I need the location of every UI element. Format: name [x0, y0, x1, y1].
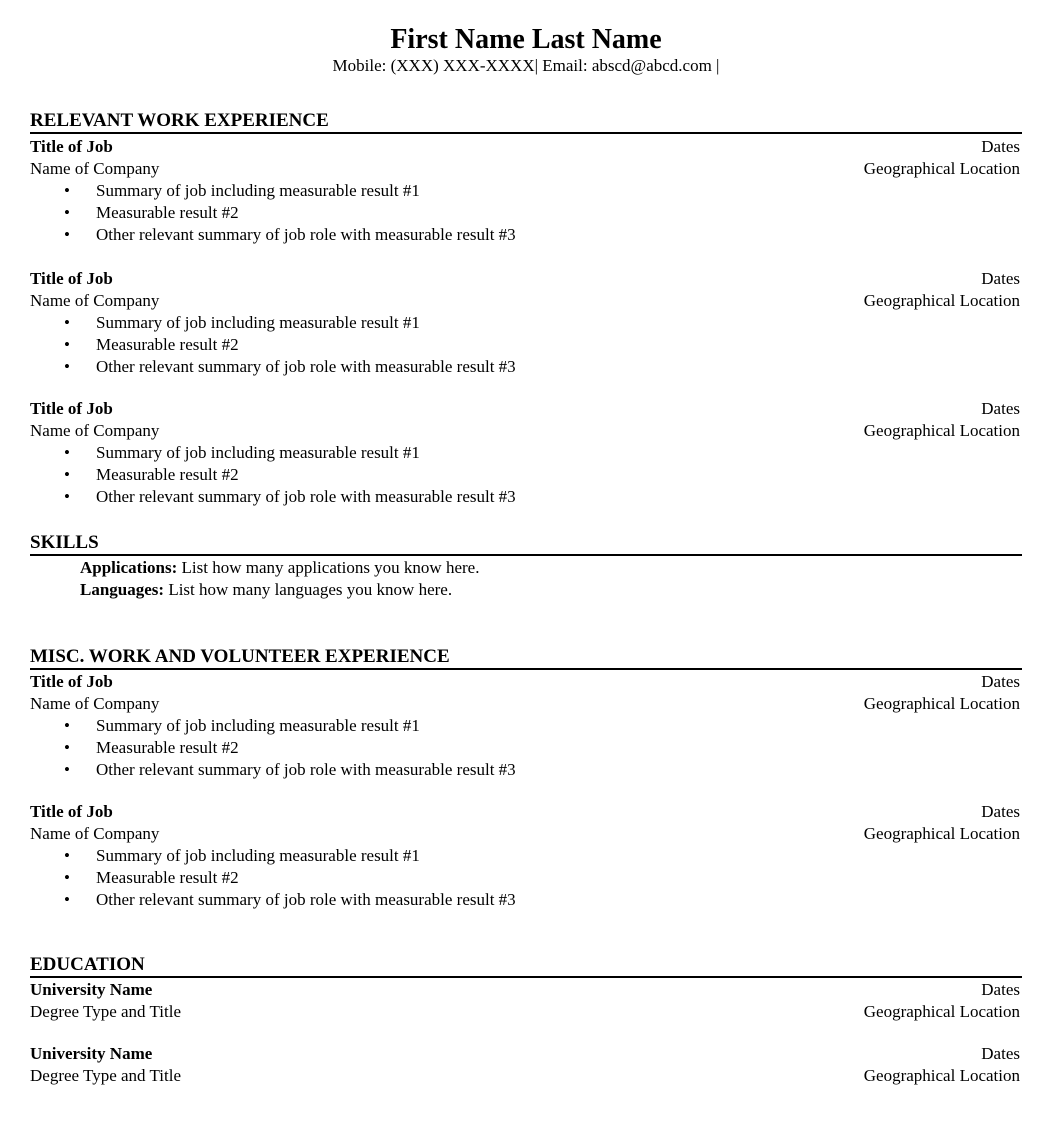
skill-text: List how many applications you know here.	[177, 558, 480, 577]
job-company: Name of Company	[30, 824, 160, 843]
misc-job-2	[30, 801, 1022, 911]
job-dates: Dates	[981, 802, 1020, 821]
skills-section-title: SKILLS	[30, 532, 1022, 556]
job-bullet: • Summary of job including measurable result #1	[30, 715, 1022, 737]
misc-section	[30, 646, 1022, 911]
skill-label: Languages:	[80, 580, 165, 599]
school-degree: Degree Type and Title	[30, 1002, 181, 1021]
resume-name: First Name Last Name	[390, 24, 662, 55]
job-bullet: • Summary of job including measurable result #1	[30, 845, 1022, 867]
skill-text: List how many languages you know here.	[164, 580, 453, 599]
contact-line: Mobile: (XXX) XXX-XXXX| Email: abscd@abcd.com |	[332, 56, 720, 75]
job-bullet: • Measurable result #2	[30, 202, 1022, 224]
job-location: Geographical Location	[863, 159, 1020, 178]
job-title: Title of Job	[30, 137, 113, 156]
job-bullet: • Other relevant summary of job role with measurable result #3	[30, 486, 1022, 508]
job-bullet: • Other relevant summary of job role with measurable result #3	[30, 224, 1022, 246]
job-bullet: • Summary of job including measurable result #1	[30, 442, 1022, 464]
school-dates: Dates	[981, 1044, 1020, 1063]
job-location: Geographical Location	[863, 421, 1020, 440]
education-entry-1	[30, 979, 1022, 1023]
job-location: Geographical Location	[863, 824, 1020, 843]
job-dates: Dates	[981, 269, 1020, 288]
job-bullet: • Measurable result #2	[30, 867, 1022, 889]
job-bullet: • Summary of job including measurable result #1	[30, 312, 1022, 334]
job-title: Title of Job	[30, 802, 113, 821]
job-company: Name of Company	[30, 291, 160, 310]
job-bullet: • Measurable result #2	[30, 737, 1022, 759]
job-bullet: • Summary of job including measurable result #1	[30, 180, 1022, 202]
job-bullets	[30, 845, 1022, 911]
job-dates: Dates	[981, 137, 1020, 156]
job-location: Geographical Location	[863, 694, 1020, 713]
school-location: Geographical Location	[863, 1066, 1020, 1085]
work-job-2	[30, 268, 1022, 378]
school-degree: Degree Type and Title	[30, 1066, 181, 1085]
job-bullets	[30, 442, 1022, 508]
work-section	[30, 110, 1022, 508]
job-bullet: • Measurable result #2	[30, 334, 1022, 356]
school-dates: Dates	[981, 980, 1020, 999]
job-title: Title of Job	[30, 672, 113, 691]
work-job-3	[30, 398, 1022, 508]
job-bullet: • Other relevant summary of job role with measurable result #3	[30, 889, 1022, 911]
job-location: Geographical Location	[863, 291, 1020, 310]
job-company: Name of Company	[30, 159, 160, 178]
job-bullet: • Other relevant summary of job role with measurable result #3	[30, 356, 1022, 378]
job-title: Title of Job	[30, 399, 113, 418]
job-dates: Dates	[981, 399, 1020, 418]
job-title: Title of Job	[30, 269, 113, 288]
job-company: Name of Company	[30, 694, 160, 713]
resume-page	[30, 0, 1022, 1132]
education-section	[30, 954, 1022, 1087]
skill-applications	[30, 557, 1022, 579]
job-bullet: • Other relevant summary of job role with measurable result #3	[30, 759, 1022, 781]
skill-label: Applications:	[80, 558, 178, 577]
education-section-title: EDUCATION	[30, 954, 1022, 978]
work-section-title: RELEVANT WORK EXPERIENCE	[30, 110, 1022, 134]
job-dates: Dates	[981, 672, 1020, 691]
job-company: Name of Company	[30, 421, 160, 440]
misc-section-title: MISC. WORK AND VOLUNTEER EXPERIENCE	[30, 646, 1022, 670]
job-bullets	[30, 312, 1022, 378]
job-bullets	[30, 715, 1022, 781]
school-name: University Name	[30, 980, 153, 999]
misc-job-1	[30, 671, 1022, 781]
skill-languages	[30, 579, 1022, 601]
education-entry-2	[30, 1043, 1022, 1087]
skills-section	[30, 532, 1022, 601]
school-name: University Name	[30, 1044, 153, 1063]
job-bullet: • Measurable result #2	[30, 464, 1022, 486]
school-location: Geographical Location	[863, 1002, 1020, 1021]
work-job-1	[30, 136, 1022, 246]
job-bullets	[30, 180, 1022, 246]
